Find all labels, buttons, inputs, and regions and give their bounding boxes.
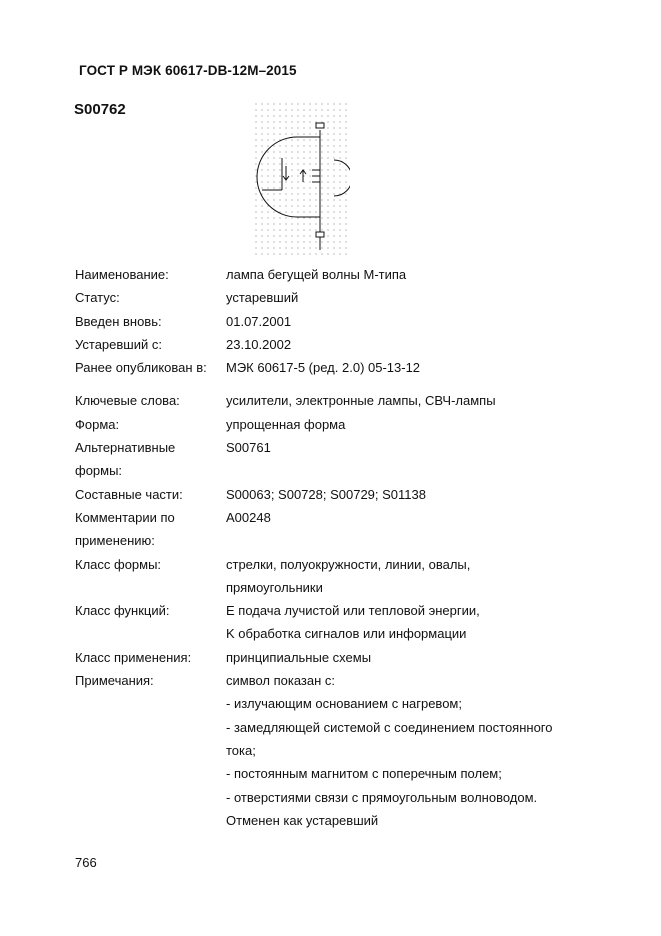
attribute-value — [226, 483, 595, 506]
attribute-label-line: Класс применения: — [75, 649, 192, 665]
attribute-value-line: устаревший — [226, 290, 299, 306]
attribute-row — [75, 333, 595, 356]
attribute-label-line: формы: — [75, 463, 123, 479]
attribute-row — [75, 646, 595, 669]
attribute-row — [75, 483, 595, 506]
attribute-label-line: Ключевые слова: — [75, 393, 180, 409]
attribute-label — [75, 389, 226, 412]
attribute-value-line: E подача лучистой или тепловой энергии, — [226, 603, 480, 619]
attribute-label-line: Класс формы: — [75, 556, 162, 572]
attribute-value-line: - отверстиями связи с прямоугольным волноводом. — [226, 789, 538, 805]
attribute-row — [75, 413, 595, 436]
attribute-value-line: принципиальные схемы — [226, 649, 372, 665]
attribute-value — [226, 286, 595, 309]
attribute-label — [75, 646, 226, 669]
attribute-value-line: лампа бегущей волны М-типа — [226, 267, 407, 282]
attribute-value-line: символ показан с: — [226, 673, 336, 689]
attribute-label-line: Альтернативные — [75, 440, 176, 456]
attribute-value-line: 23.10.2002 — [226, 336, 292, 352]
attribute-value — [226, 506, 595, 553]
attribute-value — [226, 263, 595, 286]
attribute-label — [75, 436, 226, 483]
attribute-value — [226, 436, 595, 483]
attribute-row — [75, 506, 595, 553]
attribute-value-line: упрощенная форма — [226, 416, 346, 432]
attribute-row — [75, 263, 595, 286]
attribute-label-line: Ранее опубликован в: — [75, 360, 207, 376]
attribute-value-line: тока; — [226, 742, 256, 758]
document-header: ГОСТ Р МЭК 60617-DB-12M–2015 — [79, 63, 297, 78]
attribute-label-line: Составные части: — [75, 486, 183, 502]
attribute-label — [75, 483, 226, 506]
attribute-value-line: - замедляющей системой с соединением постоянного — [226, 719, 553, 735]
attribute-label — [75, 263, 226, 286]
attribute-value-line: Отменен как устаревший — [226, 812, 379, 828]
attribute-label — [75, 413, 226, 436]
attribute-label — [75, 669, 226, 832]
attribute-label-line: Наименование: — [75, 267, 169, 282]
attribute-value-line: МЭК 60617-5 (ред. 2.0) 05-13-12 — [226, 360, 421, 376]
attribute-value — [226, 553, 595, 600]
page-number: 766 — [75, 855, 97, 870]
section-gap — [75, 379, 595, 389]
attribute-label-line: применению: — [75, 533, 155, 549]
attribute-value-line: S00761 — [226, 440, 271, 456]
attribute-row — [75, 286, 595, 309]
attribute-row — [75, 389, 595, 412]
attribute-label — [75, 356, 226, 379]
attribute-label-line: Устаревший с: — [75, 336, 162, 352]
attribute-label — [75, 599, 226, 646]
symbol-figure — [250, 100, 350, 260]
attribute-value-line: 01.07.2001 — [226, 313, 292, 329]
attribute-table — [75, 263, 595, 832]
attribute-value — [226, 310, 595, 333]
attribute-value-line: усилители, электронные лампы, СВЧ-лампы — [226, 393, 496, 409]
attribute-label — [75, 333, 226, 356]
attribute-label-line: Класс функций: — [75, 603, 170, 619]
attribute-value-line: - излучающим основанием с нагревом; — [226, 696, 462, 712]
attribute-value — [226, 599, 595, 646]
attribute-value-line: K обработка сигналов или информации — [226, 626, 467, 642]
symbol-code: S00762 — [74, 101, 126, 118]
attribute-label-line: Форма: — [75, 416, 120, 432]
attribute-value — [226, 389, 595, 412]
attribute-row — [75, 553, 595, 600]
attribute-label-line: Введен вновь: — [75, 313, 162, 329]
attribute-label — [75, 310, 226, 333]
attribute-label-line: Комментарии по — [75, 509, 175, 525]
attribute-row — [75, 436, 595, 483]
traveling-wave-tube-symbol — [250, 100, 350, 260]
attribute-label — [75, 506, 226, 553]
attribute-value-line: - постоянным магнитом с поперечным полем; — [226, 766, 502, 782]
attribute-row — [75, 310, 595, 333]
attribute-row — [75, 669, 595, 832]
attribute-value — [226, 669, 595, 832]
attribute-value-line: прямоугольники — [226, 579, 323, 595]
attribute-value — [226, 646, 595, 669]
attribute-label-line: Статус: — [75, 290, 120, 306]
attribute-value-line: стрелки, полуокружности, линии, овалы, — [226, 556, 471, 572]
attribute-label — [75, 286, 226, 309]
attribute-value — [226, 333, 595, 356]
attribute-value — [226, 356, 595, 379]
attribute-label — [75, 553, 226, 600]
attribute-value-line: S00063; S00728; S00729; S01138 — [226, 486, 426, 502]
attribute-value-line: A00248 — [226, 509, 271, 525]
attribute-label-line: Примечания: — [75, 673, 154, 689]
attribute-row — [75, 599, 595, 646]
attribute-value — [226, 413, 595, 436]
attribute-row — [75, 356, 595, 379]
